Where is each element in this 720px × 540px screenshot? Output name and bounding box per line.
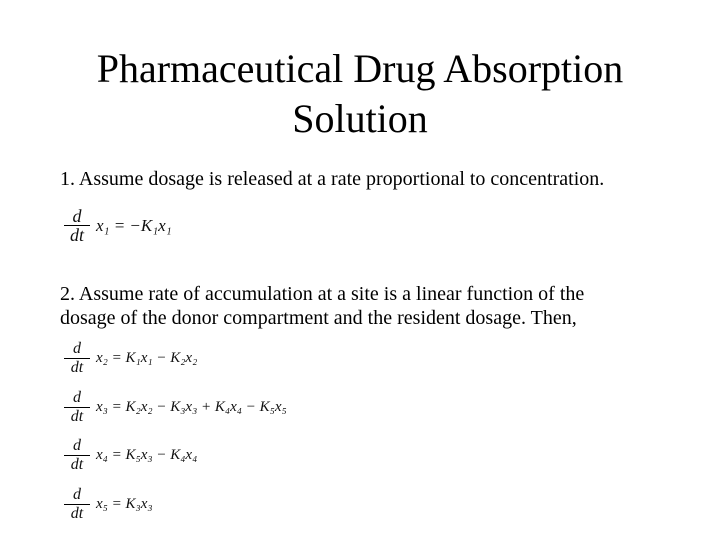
derivative-denominator: dt <box>70 408 84 425</box>
equation-5-expression: x₅ = K₃x₃ <box>96 496 153 512</box>
title-line-2: Solution <box>292 96 428 141</box>
derivative-denominator: dt <box>70 359 84 376</box>
derivative-numerator: d <box>73 389 81 406</box>
equation-1-expression: x₁ = −K₁x₁ <box>96 215 172 235</box>
derivative-denominator: dt <box>70 505 84 522</box>
derivative-operator <box>64 486 90 523</box>
equation-2 <box>64 340 197 377</box>
equation-5 <box>64 486 153 523</box>
equation-3-expression: x₃ = K₂x₂ − K₃x₃ + K₄x₄ − K₅x₅ <box>96 399 287 415</box>
equation-2-expression: x₂ = K₁x₁ − K₂x₂ <box>96 350 198 366</box>
title-line-1: Pharmaceutical Drug Absorption <box>96 46 624 91</box>
equation-1 <box>64 207 172 244</box>
derivative-denominator: dt <box>69 225 84 245</box>
equation-4 <box>64 437 197 474</box>
derivative-operator <box>64 340 90 377</box>
derivative-numerator: d <box>73 340 81 357</box>
slide-title <box>0 44 720 144</box>
derivative-operator <box>64 437 90 474</box>
derivative-numerator: d <box>73 486 81 503</box>
derivative-numerator: d <box>73 437 81 454</box>
derivative-denominator: dt <box>70 456 84 473</box>
assumption-2: 2. Assume rate of accumulation at a site is a linear function of the dosage of the donor compartment and the resident dosage. Then, <box>60 283 585 329</box>
equation-4-expression: x₄ = K₅x₃ − K₄x₄ <box>96 447 198 463</box>
derivative-operator <box>64 207 90 244</box>
assumption-1: 1. Assume dosage is released at a rate proportional to concentration. <box>60 168 605 190</box>
derivative-numerator: d <box>72 206 82 226</box>
derivative-operator <box>64 389 90 426</box>
equation-3 <box>64 389 287 426</box>
